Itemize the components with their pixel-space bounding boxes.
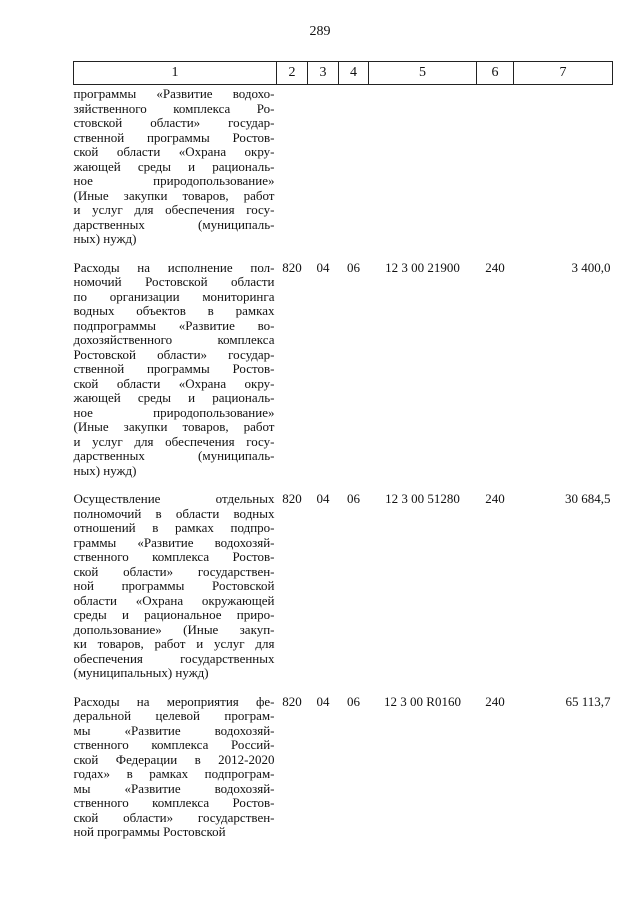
table-header <box>74 62 613 85</box>
description-line: области «Охрана окружающей <box>73 592 275 608</box>
table-row <box>74 261 613 493</box>
description-line: жающей среды и рациональ- <box>73 390 275 405</box>
target-article-code: 12 3 00 R0160 <box>384 693 461 709</box>
description-line: стовской области» государ- <box>73 115 275 130</box>
description-line: (Иные закупки товаров, работ <box>73 187 275 203</box>
subsection-code <box>339 85 369 261</box>
description-line: водных объектов в рамках <box>73 303 275 318</box>
description-line: ных) нужд) <box>73 462 137 478</box>
description-line: мы «Развитие водохозяй- <box>73 722 275 738</box>
description-line: мы «Развитие водохозяй- <box>73 780 275 796</box>
ministry-code <box>277 85 308 261</box>
amount: 3 400,0 <box>571 259 611 275</box>
description-line: по организации мониторинга <box>73 288 275 304</box>
amount: 30 684,5 <box>565 491 611 506</box>
description-line: ской области «Охрана окру- <box>73 144 275 159</box>
description-line: программы «Развитие водохо- <box>73 86 275 101</box>
target-article-code <box>369 85 477 261</box>
header-col-4: 4 <box>339 62 369 85</box>
description-line: ки товаров, работ и услуг для <box>73 636 275 651</box>
description-line: дарственных (муниципаль- <box>73 216 275 232</box>
description-line: допользование» (Иные закуп- <box>73 621 275 637</box>
expense-type-code: 240 <box>485 693 505 709</box>
expense-type-code: 240 <box>485 259 505 275</box>
description-line: ской области «Охрана окру- <box>73 375 275 391</box>
description-line: подпрограммы «Развитие во- <box>73 317 275 333</box>
target-article-code: 12 3 00 51280 <box>385 491 460 506</box>
description-line: среды и рациональное приро- <box>73 607 275 622</box>
description-line: ской области» государствен- <box>73 563 275 579</box>
description-line: (муниципальных) нужд) <box>73 665 209 680</box>
description-line: ственной программы Ростов- <box>73 361 275 376</box>
budget-table <box>73 61 613 854</box>
expense-type-code: 240 <box>485 491 505 506</box>
description-line: (Иные закупки товаров, работ <box>73 419 275 434</box>
table-body <box>74 85 613 854</box>
description-line: ственного комплекса Ростов- <box>73 549 275 564</box>
description-line: номочий Ростовской области <box>73 274 275 289</box>
header-col-5: 5 <box>369 62 477 85</box>
description-line: ных) нужд) <box>73 231 137 246</box>
amount: 65 113,7 <box>565 693 611 709</box>
subsection-code: 06 <box>347 693 360 709</box>
description-line: зяйственного комплекса Ро- <box>73 100 275 116</box>
description-line: ное природопользование» <box>73 173 275 188</box>
description-line: отношений в рамках подпро- <box>73 520 275 535</box>
description-line: Осуществление отдельных <box>73 491 275 506</box>
table-row <box>74 85 613 261</box>
row-description <box>74 85 277 261</box>
header-col-2: 2 <box>277 62 308 85</box>
table-row <box>74 492 613 695</box>
row-description <box>74 261 277 493</box>
header-col-1: 1 <box>74 62 277 85</box>
description-line: ской Федерации в 2012-2020 <box>73 751 275 767</box>
description-line: ное природопользование» <box>73 404 275 420</box>
header-col-7: 7 <box>514 62 613 85</box>
description-line: полномочий в области водных <box>73 505 275 521</box>
page-number: 289 <box>309 24 331 39</box>
description-line: ской области» государствен- <box>73 809 275 825</box>
ministry-code: 820 <box>282 491 302 506</box>
header-col-3: 3 <box>308 62 339 85</box>
subsection-code: 06 <box>347 491 360 506</box>
description-line: ственного комплекса Ростов- <box>73 795 275 810</box>
row-description <box>74 492 277 695</box>
row-description <box>74 695 277 854</box>
header-col-6: 6 <box>477 62 514 85</box>
ministry-code: 820 <box>282 693 302 709</box>
subsection-code: 06 <box>347 259 360 275</box>
section-code: 04 <box>316 259 330 275</box>
description-line: ной программы Ростовской <box>73 578 275 593</box>
description-line: и услуг для обеспечения госу- <box>73 202 275 217</box>
expense-type-code <box>477 85 514 261</box>
amount <box>514 85 613 261</box>
description-line: Расходы на мероприятия фе- <box>73 693 275 709</box>
description-line: деральной целевой програм- <box>73 708 275 723</box>
description-line: ственной программы Ростов- <box>73 129 275 145</box>
target-article-code: 12 3 00 21900 <box>385 259 460 275</box>
description-line: дарственных (муниципаль- <box>73 448 275 463</box>
description-line: дохозяйственного комплекса <box>73 332 275 347</box>
description-line: жающей среды и рациональ- <box>73 158 275 174</box>
description-line: и услуг для обеспечения госу- <box>73 433 275 449</box>
description-line: годах» в рамках подпрограм- <box>73 766 275 781</box>
section-code: 04 <box>316 693 330 709</box>
description-line: ной программы Ростовской <box>73 824 226 839</box>
description-line: Ростовской области» государ- <box>73 346 275 362</box>
description-line: ственного комплекса Россий- <box>73 737 275 752</box>
description-line: Расходы на исполнение пол- <box>73 259 275 275</box>
description-line: граммы «Развитие водохозяй- <box>73 534 275 550</box>
section-code <box>308 85 339 261</box>
section-code: 04 <box>316 491 330 506</box>
description-line: обеспечения государственных <box>73 650 275 666</box>
ministry-code: 820 <box>282 259 302 275</box>
table-row <box>74 695 613 854</box>
